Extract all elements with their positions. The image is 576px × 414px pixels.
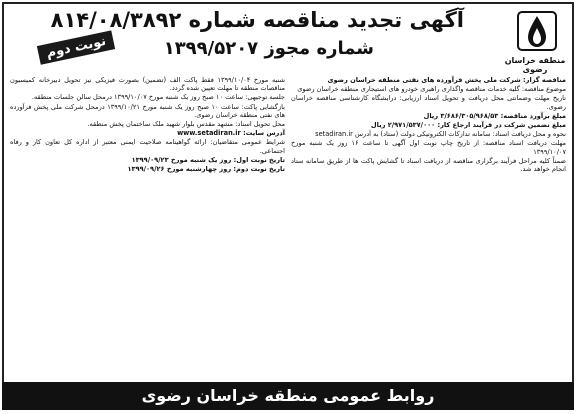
- tender-subject: موضوع مناقصه: گلیه خدمات مناقصه واگذاری راهبری خودرو های استیجاری منطقه خراسان رضوی: [297, 85, 566, 94]
- notice-body: [10, 76, 566, 378]
- guarantee-amount: مبلغ تضمین شرکت در فرآیند ارجاع کار: ۲/۹۷۱/۵۳۷/۰۰۰ ریال: [370, 121, 566, 130]
- right-column: [291, 76, 566, 378]
- left-paragraph: بازگشایی پاکت: ساعت ۱۰ صبح روز یک شنبه مورخ ۱۳۹۹/۱۰/۲۱ درمحل شرکت ملی پخش فرآورده های نفتی منطقه خراسان رضوی.: [10, 102, 285, 119]
- left-paragraph: شرایط عمومی متقاضیان: ارائه گواهینامه صلاحیت ایمنی معتبر از اداره کل تعاون کار و رفاه اجتماعی.: [10, 138, 285, 155]
- left-paragraph: شنبه مورخ ۱۳۹۹/۱۰/۰۴ فقط پاکت الف (تضمین) بصورت فیزیکی نیز تحویل دبیرخانه کمیسیون مناقصات منطقه تا مهلت تعیین شده گردد.: [10, 76, 285, 93]
- right-paragraph: ضمناً کلیه مراحل فرآیند برگزاری مناقصه از دریافت اسناد تا گشایش پاکت ها از طریق سامانه ستاد انجام خواهد شد.: [291, 156, 566, 174]
- right-paragraph: مهلت دریافت اسناد مناقصه: از تاریخ چاپ نوبت اول آگهی تا ساعت ۱۶ روز یک شنبه مورخ ۱۳۹۹/۱۰/۰۷: [291, 139, 566, 156]
- left-paragraph: جلسه توجیهی: ساعت ۱۰ صبح روز یک شنبه مورخ ۱۳۹۹/۱۰/۰۷ درمحل سالن جلسات منطقه.: [31, 93, 285, 102]
- notice-title: آگهی تجدید مناقصه شماره ۸۱۴/۰۸/۳۸۹۲: [50, 8, 464, 32]
- left-column: [10, 76, 285, 378]
- logo-caption: منطقه خراسان رضوی: [504, 56, 566, 74]
- second-round-date: تاریخ نوبت دوم: روز چهارشنبه مورخ ۱۳۹۹/۰۹/۲۶: [127, 165, 285, 174]
- license-number: شماره مجوز ۱۳۹۹/۵۲۰۷: [163, 38, 374, 59]
- website-link[interactable]: آدرس سایت: www.setadiran.ir: [177, 129, 285, 138]
- first-round-date: تاریخ نوبت اول: روز یک شنبه مورخ ۱۳۹۹/۰۹/۲۳: [131, 155, 285, 164]
- company-logo-icon: [514, 8, 560, 54]
- right-paragraph: نحوه و محل دریافت اسناد: سامانه تدارکات الکترونیکی دولت (ستاد) به آدرس setadiran.ir: [315, 130, 566, 139]
- left-paragraph: محل تحویل اسناد: مشهد مقدس بلوار شهید ملک ساختمان پخش منطقه.: [87, 120, 285, 129]
- notice-header: [4, 4, 572, 76]
- tender-notice: [2, 2, 574, 410]
- public-relations-footer: روابط عمومی منطقه خراسان رضوی: [2, 382, 574, 410]
- right-paragraph: تاریخ مهلت وضمانتی محل دریافت و تحویل اسناد ارزیابی: درایشگاه کارشناسی مناقصه خراسان رضوی.: [291, 94, 566, 111]
- estimated-amount: مبلغ برآورد مناقصه: ۳/۶۸۶/۳۰۵/۹۶۸/۵۳ ریال: [423, 111, 566, 120]
- tender-organizer: مناقصه گزار: شرکت ملی پخش فرآورده های نفتی منطقه خراسان رضوی: [327, 76, 566, 84]
- round-badge: نوبت دوم: [37, 30, 116, 64]
